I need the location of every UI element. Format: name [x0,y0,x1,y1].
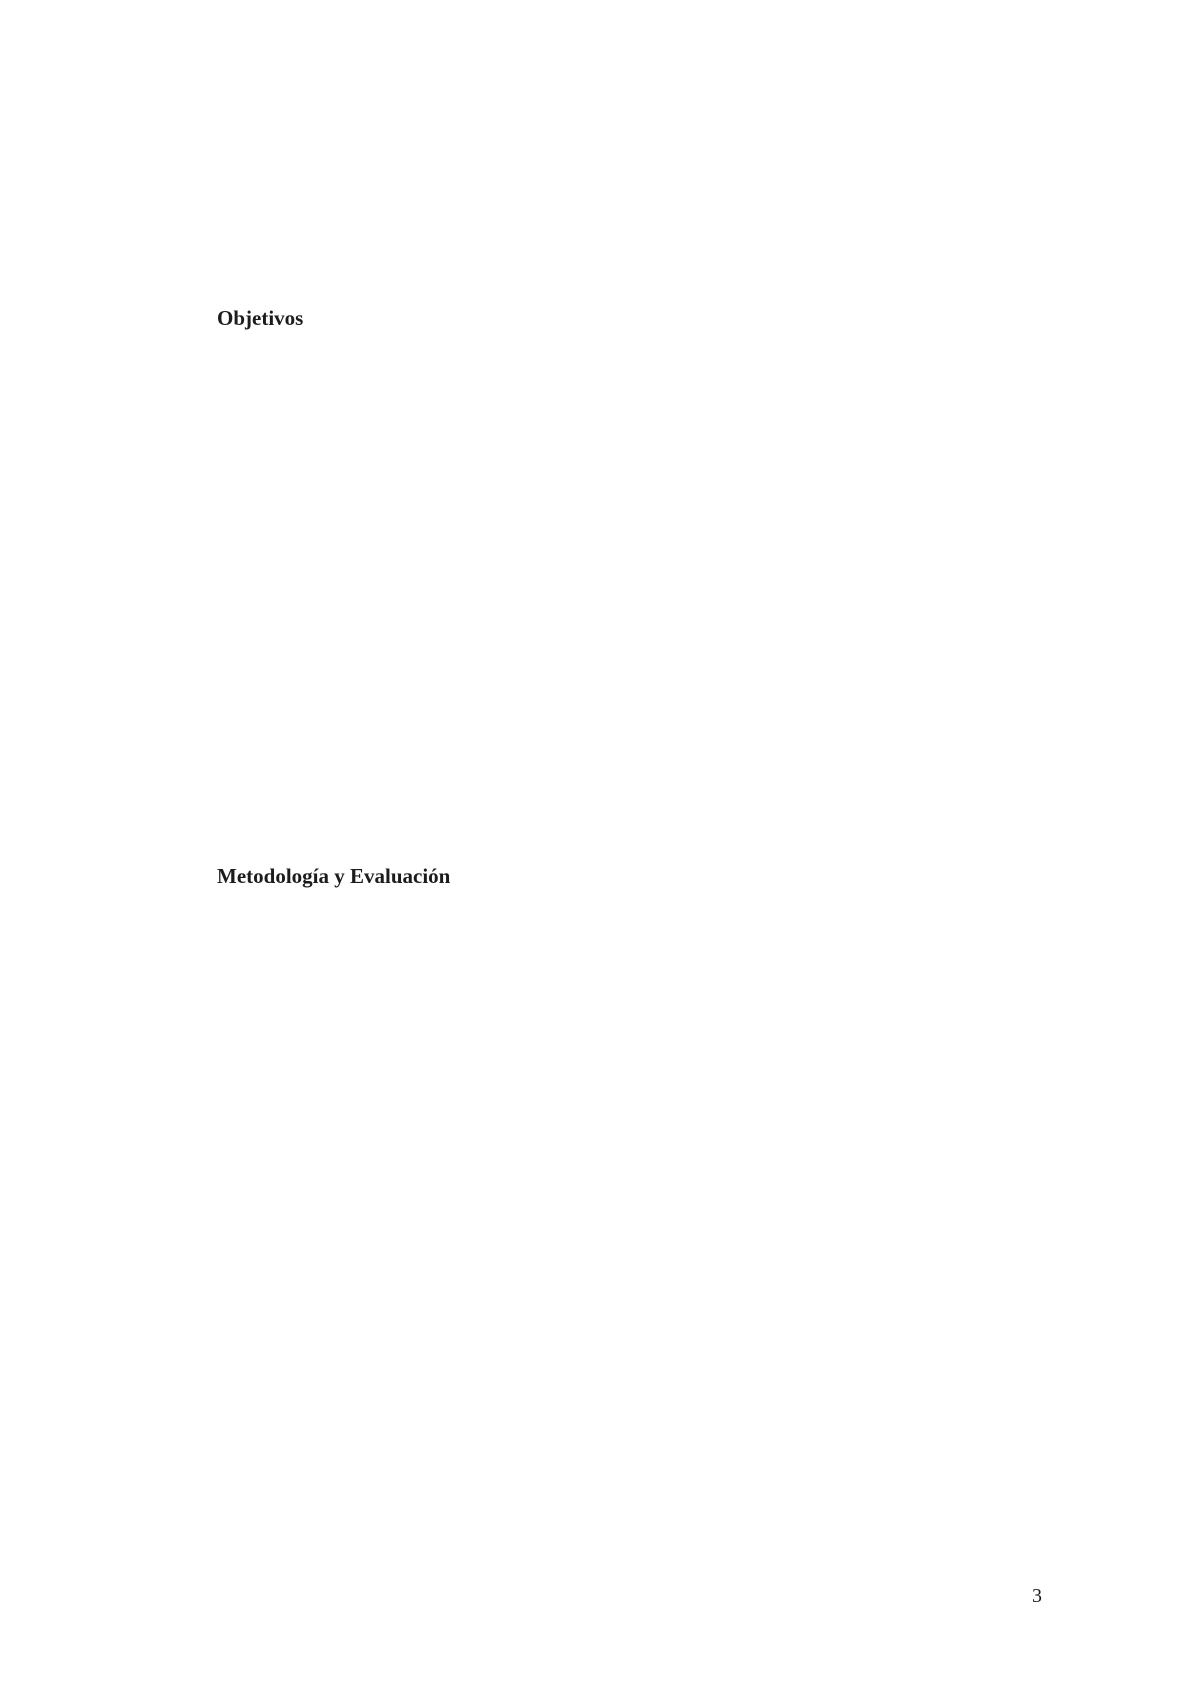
heading-metodologia-evaluacion: Metodología y Evaluación [217,864,451,888]
objetivos-paragraph [145,367,1045,793]
page-number: 3 [1032,1585,1042,1607]
metodologia-paragraph-1 [145,927,1045,1091]
intro-paragraph-continuation [145,142,1045,274]
metodologia-paragraph-2 [145,1128,1045,1390]
heading-objetivos: Objetivos [217,306,304,330]
final-paragraph [145,1420,1045,1488]
